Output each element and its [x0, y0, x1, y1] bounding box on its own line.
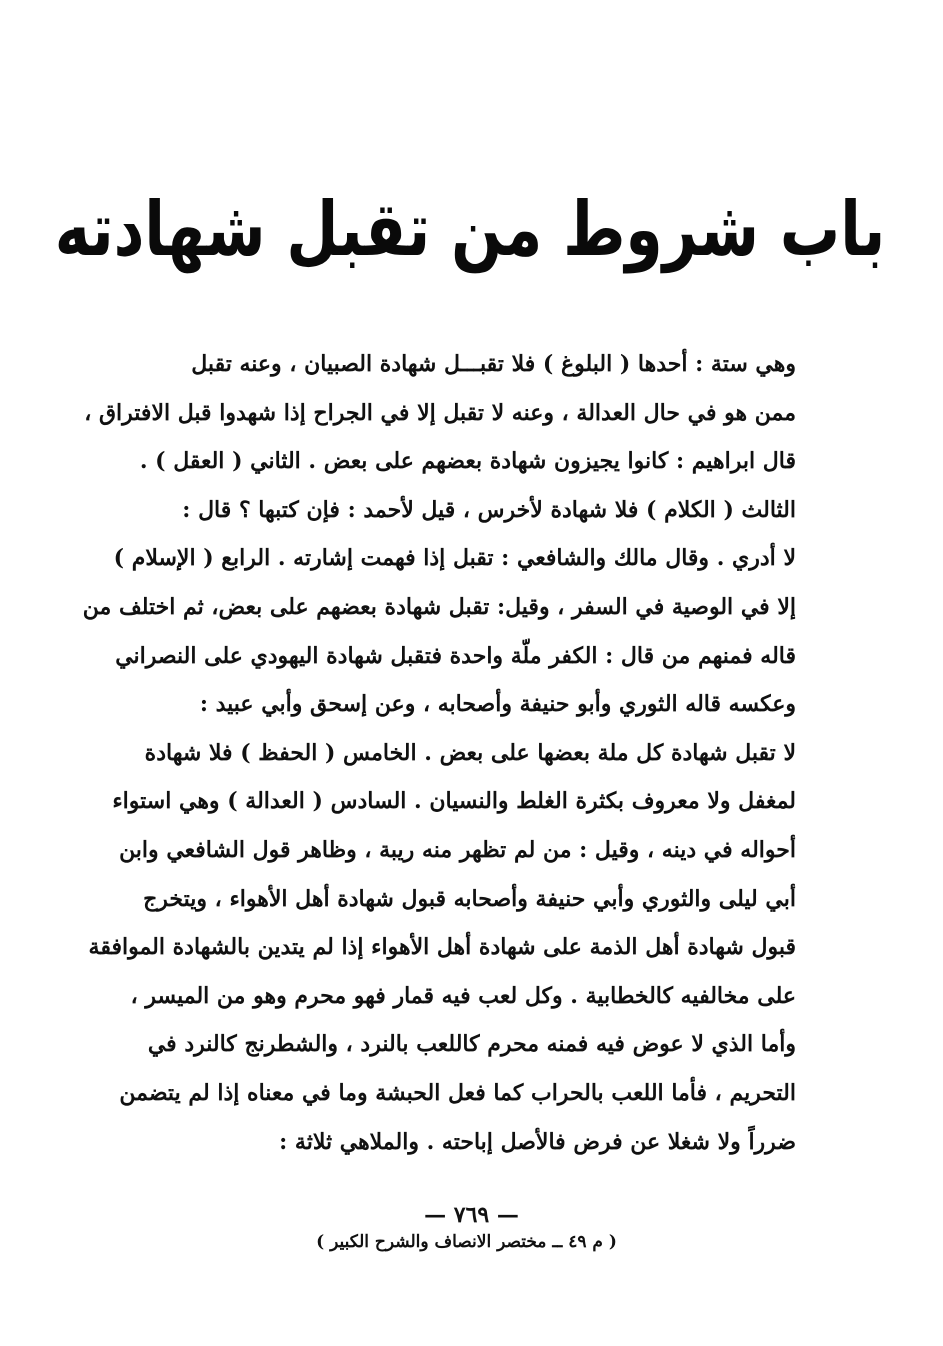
body-line: لا تقبل شهادة كل ملة بعضها على بعض . الخامس ( الحفظ ) فلا شهادة [144, 739, 796, 766]
body-line: وهي ستة : أحدها ( البلوغ ) فلا تقبـــل شهادة الصبيان ، وعنه تقبل [191, 351, 796, 377]
footnote-text: ( م ٤٩ ــ مختصر الانصاف والشرح الكبير ) [316, 1232, 617, 1252]
body-line: قبول شهادة أهل الذمة على شهادة أهل الأهواء إذا لم يتدين بالشهادة الموافقة [88, 934, 796, 961]
chapter-title [54, 160, 886, 300]
body-line: ضرراً ولا شغلا عن فرض فالأصل إباحته . والملاهي ثلاثة : [279, 1128, 796, 1155]
body-line: وعكسه قاله الثوري وأبو حنيفة وأصحابه ، وعن إسحق وأبي عبيد : [199, 691, 796, 718]
body-line: أبي ليلى والثوري وأبي حنيفة وأصحابه قبول شهادة أهل الأهواء ، ويتخرج [143, 885, 796, 912]
body-line: لا أدري . وقال مالك والشافعي : تقبل إذا فهمت إشارته . الرابع ( الإسلام ) [113, 545, 796, 572]
body-line: قاله فمنهم من قال : الكفر ملّة واحدة فتقبل شهادة اليهودي على النصراني [115, 642, 796, 669]
chapter-title-text: باب شروط من تقبل شهادته [54, 186, 886, 274]
body-line: على مخالفيه كالخطابية . وكل لعب فيه قمار فهو محرم وهو من الميسر ، [130, 982, 796, 1009]
body-line: التحريم ، فأما اللعب بالحراب كما فعل الحبشة وما في معناه إذا لم يتضمن [119, 1079, 796, 1106]
body-line: أحواله في دينه ، وقيل : من لم تظهر منه ريبة ، وظاهر قول الشافعي وابن [119, 836, 796, 863]
body-line: الثالث ( الكلام ) فلا شهادة لأخرس ، قيل لأحمد : فإن كتبها ؟ قال : [182, 496, 796, 523]
body-line: إلا في الوصية في السفر ، وقيل: تقبل شهادة بعضهم على بعض، ثم اختلف من [82, 593, 796, 620]
page-number: — ٧٦٩ — [424, 1202, 519, 1228]
body-line: ممن هو في حال العدالة ، وعنه لا تقبل إلا في الجراح إذا شهدوا قبل الافتراق ، [84, 399, 796, 426]
body-line: قال ابراهيم : كانوا يجيزون شهادة بعضهم على بعض . الثاني ( العقل ) . [139, 448, 796, 475]
body-line: وأما الذي لا عوض فيه فمنه محرم كاللعب بالنرد ، والشطرنج كالنرد في [147, 1031, 796, 1058]
body-line: لمغفل ولا معروف بكثرة الغلط والنسيان . السادس ( العدالة ) وهي استواء [112, 788, 796, 815]
body-text [82, 340, 796, 1166]
footnote [0, 1232, 943, 1252]
